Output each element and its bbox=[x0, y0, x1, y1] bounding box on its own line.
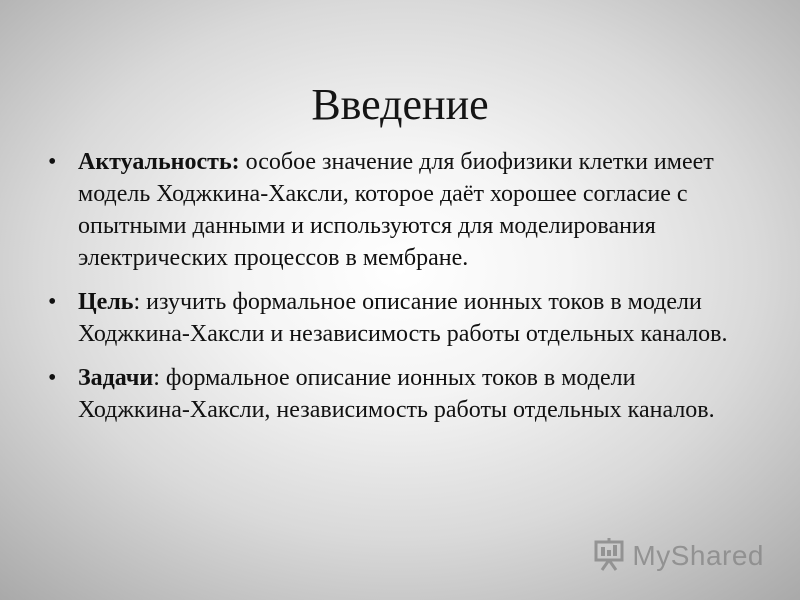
watermark-logo bbox=[592, 534, 764, 578]
bullet-dot: • bbox=[48, 365, 57, 391]
bullet-dot: • bbox=[48, 289, 57, 315]
bullet-term: Актуальность: bbox=[78, 149, 240, 175]
bullet-item-goal bbox=[48, 286, 728, 350]
bullet-item-tasks bbox=[48, 362, 728, 426]
watermark-text: MyShared bbox=[632, 540, 764, 571]
bullet-term: Цель bbox=[78, 289, 134, 315]
bullet-text: особое значение для биофизики клетки имеет модель Ходжкина-Хаксли, которое даёт хорошее согласие с опытными данными и используются для моделирования электрических процессов в мембране. bbox=[78, 149, 714, 271]
bullet-list bbox=[48, 146, 728, 438]
bullet-text: : формальное описание ионных токов в модели Ходжкина-Хаксли, независимость работы отдельных каналов. bbox=[78, 365, 715, 423]
bullet-term: Задачи bbox=[78, 365, 154, 391]
bullet-dot: • bbox=[48, 149, 57, 175]
bullet-text: : изучить формальное описание ионных токов в модели Ходжкина-Хаксли и независимость работы отдельных каналов. bbox=[78, 289, 728, 347]
bullet-item-relevance bbox=[48, 146, 728, 274]
slide-title: Введение bbox=[311, 80, 489, 130]
presentation-board-icon bbox=[592, 536, 628, 577]
